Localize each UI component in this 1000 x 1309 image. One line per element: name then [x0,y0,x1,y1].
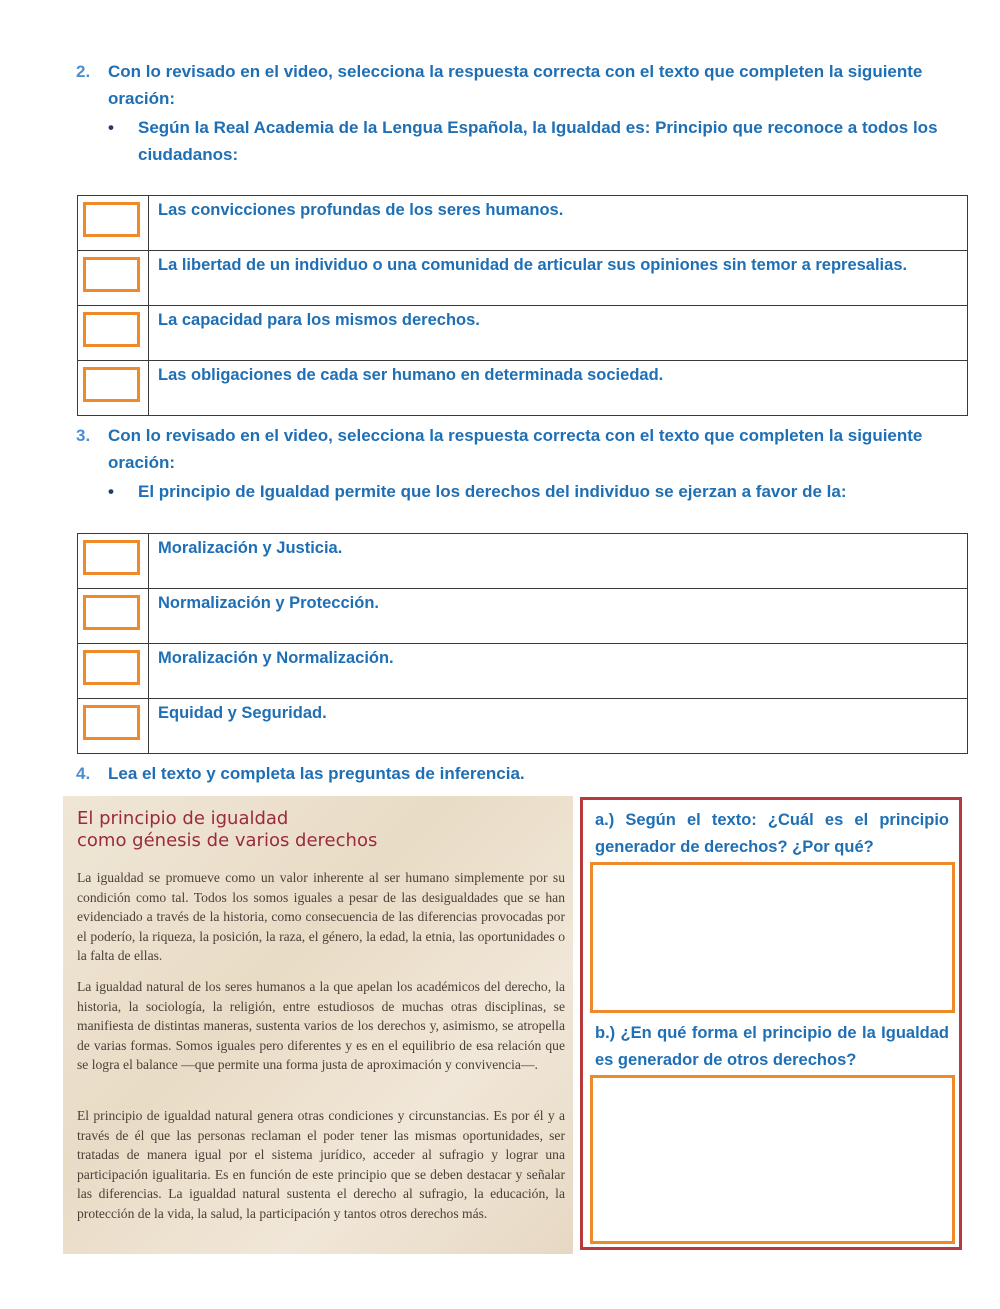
question-number: 4. [76,764,91,783]
question-b-text: b.) ¿En qué forma el principio de la Igualdad es generador de otros derechos? [595,1024,949,1069]
question-text-line2: oración: [108,453,176,472]
bullet-text-line1: Según la Real Academia de la Lengua Española, la Igualdad es: Principio que reconoce a todos los [138,118,938,137]
option-checkbox[interactable] [83,312,140,347]
question-text-line2: oración: [108,89,176,108]
question-2-options [77,195,968,416]
question-a-text: a.) Según el texto: ¿Cuál es el principio generador de derechos? ¿Por qué? [595,811,949,856]
option-checkbox[interactable] [83,202,140,237]
reading-paragraph-3: El principio de igualdad natural genera otras condiciones y circunstancias. Es por él y a través de él que las personas reclaman el poder tener las mismas oportunidades, ser tratadas de manera igual por el sistema jurídico, acceder al sufragio y lograr una participación igualitaria. Es en función de este principio que se deben destacar y señalar las diferencias. La igualdad natural sustenta el derecho al sufragio, la educación, la protección de la vida, la salud, la participación y tantos otros derechos más. [77,1108,565,1221]
bullet-text-line2: ciudadanos: [138,145,239,164]
bullet-text: El principio de Igualdad permite que los derechos del individuo se ejerzan a favor de la: [138,482,847,501]
option-text: La libertad de un individuo o una comunidad de articular sus opiniones sin temor a represalias. [149,251,968,306]
question-3-heading [76,422,968,476]
reading-paragraph-2: La igualdad natural de los seres humanos a la que apelan los académicos del derecho, la historia, la sociología, la religión, entre estudiosos de muchas otras disciplinas, se manifiesta de distintas maneras, sustenta varios de los derechos y, asimismo, se atropella de varias formas. Somos iguales pero diferentes y es en el equilibrio de esa relación que se logra el balance —que permite una forma justa de aproximación y convivencia—. [77,979,565,1073]
option-checkbox[interactable] [83,595,140,630]
option-row [78,306,968,361]
question-text-line1: Con lo revisado en el video, selecciona la respuesta correcta con el texto que completen la siguiente [108,62,923,81]
question-2-bullet [108,114,968,168]
option-row [78,196,968,251]
option-row [78,534,968,589]
option-text: Equidad y Seguridad. [149,699,968,754]
question-text: Lea el texto y completa las preguntas de inferencia. [108,764,525,783]
option-checkbox[interactable] [83,257,140,292]
reading-title [77,808,377,852]
bullet-icon: • [108,482,114,501]
option-checkbox[interactable] [83,540,140,575]
question-2-heading [76,58,968,112]
option-row [78,361,968,416]
option-checkbox[interactable] [83,650,140,685]
answer-panel [580,797,962,1250]
option-checkbox[interactable] [83,705,140,740]
reading-passage [63,796,573,1254]
option-text: La capacidad para los mismos derechos. [149,306,968,361]
question-3-bullet [108,478,968,505]
option-row [78,699,968,754]
question-text-line1: Con lo revisado en el video, selecciona la respuesta correcta con el texto que completen la siguiente [108,426,923,445]
option-row [78,589,968,644]
option-text: Normalización y Protección. [149,589,968,644]
question-3-options [77,533,968,754]
reading-title-line1: El principio de igualdad [77,808,289,829]
option-text: Las convicciones profundas de los seres humanos. [149,196,968,251]
option-row [78,644,968,699]
option-checkbox[interactable] [83,367,140,402]
option-row [78,251,968,306]
bullet-icon: • [108,118,114,137]
question-number: 3. [76,426,91,445]
answer-b-textbox[interactable] [590,1075,955,1244]
reading-title-line2: como génesis de varios derechos [77,830,378,851]
option-text: Las obligaciones de cada ser humano en determinada sociedad. [149,361,968,416]
reading-paragraph-1: La igualdad se promueve como un valor inherente al ser humano simplemente por su condición como tal. Todos los somos iguales a pesar de las desigualdades que se han evidenciado a través de la historia, como consecuencia de las diferencias provocadas por el poderío, la riqueza, la posición, la raza, el género, la edad, la etnia, las oportunidades o la falta de ellas. [77,870,565,964]
option-text: Moralización y Justicia. [149,534,968,589]
question-4-heading [76,760,968,787]
question-number: 2. [76,62,91,81]
option-text: Moralización y Normalización. [149,644,968,699]
answer-a-textbox[interactable] [590,862,955,1013]
